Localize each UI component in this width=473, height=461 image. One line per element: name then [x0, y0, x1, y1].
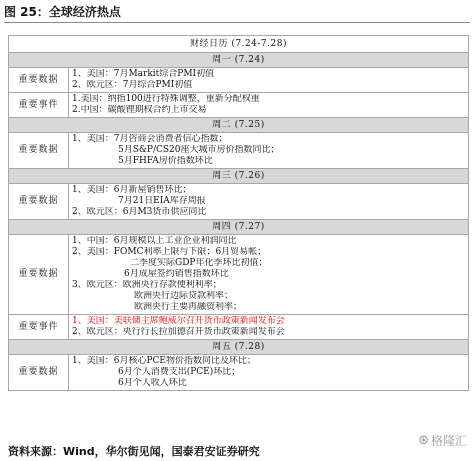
day-header-monday: 周一 (7.24): [9, 53, 469, 68]
category-label: 重要数据: [9, 133, 69, 169]
event-line: 5月S&P/CS20座大城市房价指数同比；: [118, 145, 280, 155]
category-label: 重要数据: [9, 235, 69, 315]
table-title: 财经日历 (7.24-7.28): [9, 36, 469, 53]
event-cell: [69, 68, 469, 93]
event-line: 2、美国：FOMC利率上限与下限；6月贸易帐；: [72, 247, 267, 257]
event-line: 1、美国：6月新屋销售环比；: [72, 185, 192, 195]
event-cell: [69, 235, 469, 315]
table-row: [9, 68, 469, 93]
day-header-row: [9, 340, 469, 355]
event-line: 2、欧元区：央行行长拉加德召开货币政策新闻发布会: [72, 327, 285, 337]
table-row: [9, 235, 469, 315]
event-line: 1、中国：6月规模以上工业企业利润同比: [72, 236, 237, 246]
table-row: [9, 315, 469, 340]
event-line: 6月个人收入环比: [118, 378, 187, 388]
watermark-logo-icon: ⊛: [418, 433, 429, 448]
event-line: 1.美国：纳指100进行特殊调整，重新分配权重: [72, 94, 260, 104]
day-header-row: [9, 118, 469, 133]
day-header-row: [9, 220, 469, 235]
category-label: 重要数据: [9, 355, 69, 391]
day-header-wednesday: 周三 (7.26): [9, 169, 469, 184]
day-header-thursday: 周四 (7.27): [9, 220, 469, 235]
source-note: 资料来源：Wind，华尔街见闻，国泰君安证券研究: [8, 445, 260, 458]
table-row: [9, 133, 469, 169]
event-line: 7月21日EIA库存周报: [118, 196, 206, 206]
table-row: [9, 355, 469, 391]
table-row: [9, 93, 469, 118]
event-cell: [69, 93, 469, 118]
event-line: 1、美国：7月Markit综合PMI初值: [72, 69, 215, 79]
day-header-tuesday: 周二 (7.25): [9, 118, 469, 133]
event-line: 二季度实际GDP年化季环比初值；: [130, 258, 268, 268]
event-line: 6月成屋签约销售指数环比: [124, 269, 229, 279]
category-label: 重要数据: [9, 184, 69, 220]
category-label: 重要事件: [9, 315, 69, 340]
event-cell: [69, 184, 469, 220]
day-header-row: [9, 53, 469, 68]
table-row: [9, 184, 469, 220]
economic-calendar-table: [8, 35, 469, 391]
event-line: 3、欧元区：欧洲央行存款便利利率；: [72, 280, 222, 290]
event-line: 2、欧元区：6月M3货币供应同比: [72, 207, 207, 217]
event-cell: [69, 133, 469, 169]
event-line: 1、美国：6月核心PCE物价指数同比及环比；: [72, 356, 256, 366]
event-cell: [69, 355, 469, 391]
event-line: 欧洲央行主要再融资利率；: [134, 302, 243, 312]
day-header-row: [9, 169, 469, 184]
event-line: 欧洲央行边际贷款利率；: [134, 291, 234, 301]
day-header-friday: 周五 (7.28): [9, 340, 469, 355]
event-line: 2.中国：碳酸锂期权合约上市交易: [72, 105, 207, 115]
event-cell: [69, 315, 469, 340]
event-line: 5月FHFA房价指数环比: [118, 156, 213, 166]
watermark-text: 格隆汇: [430, 434, 467, 448]
table-title-row: [9, 36, 469, 53]
event-line: 1、美国：7月咨商会消费者信心指数；: [72, 134, 228, 144]
event-line-highlighted: 1、美国：美联储主席鲍威尔召开货币政策新闻发布会: [72, 316, 285, 326]
watermark: [418, 432, 467, 449]
category-label: 重要数据: [9, 68, 69, 93]
category-label: 重要事件: [9, 93, 69, 118]
figure-title: 图 25：全球经济热点: [4, 2, 470, 23]
event-line: 6月个人消费支出(PCE)环比；: [118, 367, 241, 377]
event-line: 2、欧元区：7月综合PMI初值: [72, 80, 193, 90]
